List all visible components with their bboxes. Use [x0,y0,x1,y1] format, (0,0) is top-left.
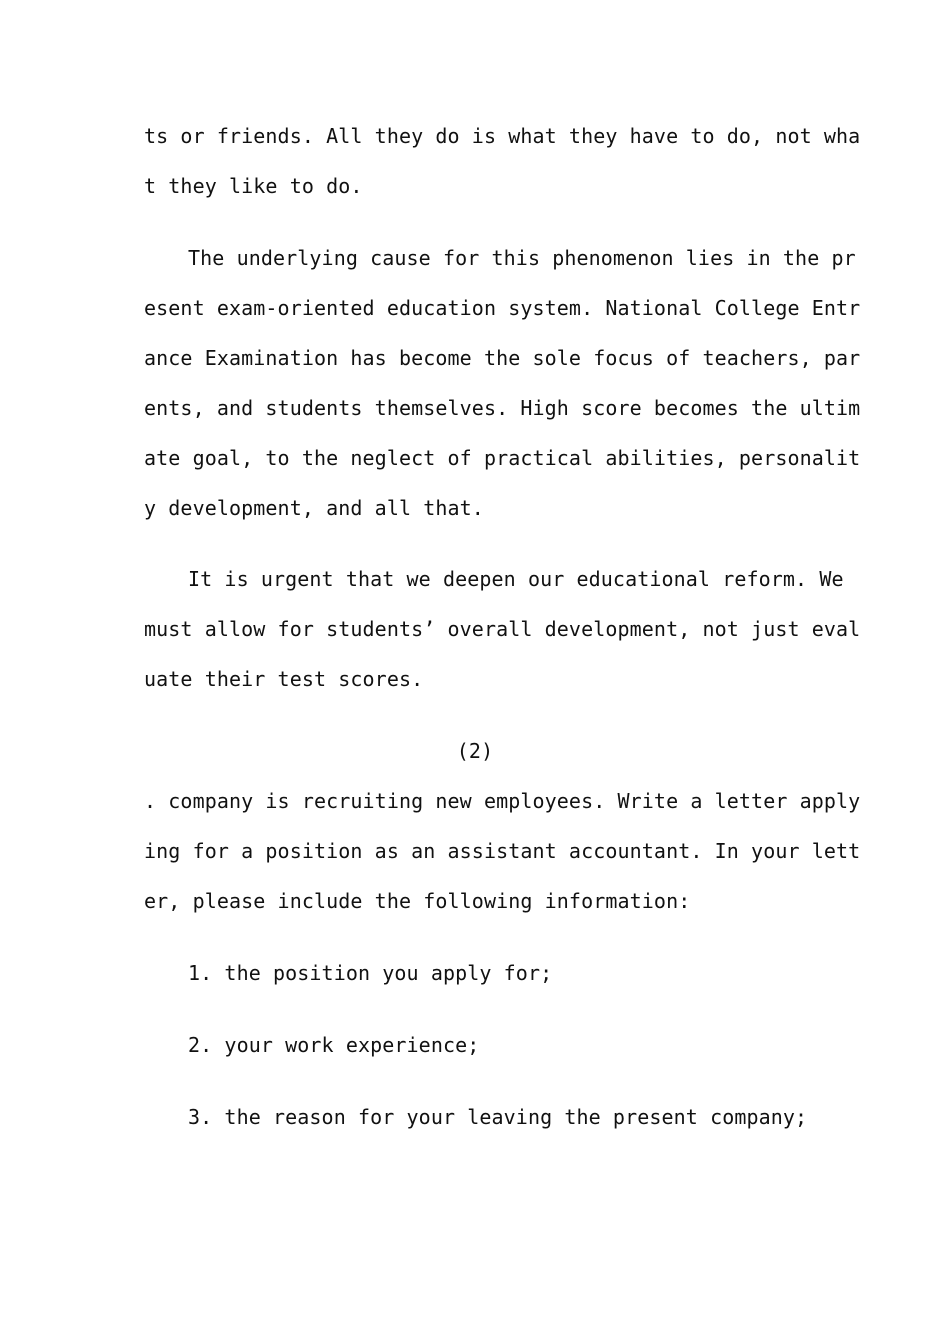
paragraph-2-line-6: y development, and all that. [144,496,484,520]
paragraph-2-line-4: ents, and students themselves. High score becomes the ultim [144,396,861,420]
list-item: 3. the reason for your leaving the present company; [188,1105,808,1129]
list-item: 1. the position you apply for; [188,961,553,985]
prompt-line-3: er, please include the following information: [144,889,691,913]
list-item: 2. your work experience; [188,1033,480,1057]
paragraph-3-line-3: uate their test scores. [144,667,424,691]
prompt-line-1: . company is recruiting new employees. Write a letter apply [144,789,861,813]
prompt-line-2: ing for a position as an assistant accountant. In your lett [144,839,861,863]
paragraph-2-line-5: ate goal, to the neglect of practical abilities, personalit [144,446,861,470]
paragraph-1-line-1: ts or friends. All they do is what they have to do, not wha [144,124,861,148]
paragraph-1-line-2: t they like to do. [144,174,363,198]
paragraph-3-line-2: must allow for students’ overall development, not just eval [144,617,861,641]
paragraph-2-line-1: The underlying cause for this phenomenon lies in the pr [188,246,856,270]
paragraph-3-line-1: It is urgent that we deepen our educational reform. We [188,567,844,591]
paragraph-2-line-3: ance Examination has become the sole focus of teachers, par [144,346,861,370]
paragraph-2-line-2: esent exam-oriented education system. National College Entr [144,296,861,320]
section-heading: (2) [456,739,494,763]
